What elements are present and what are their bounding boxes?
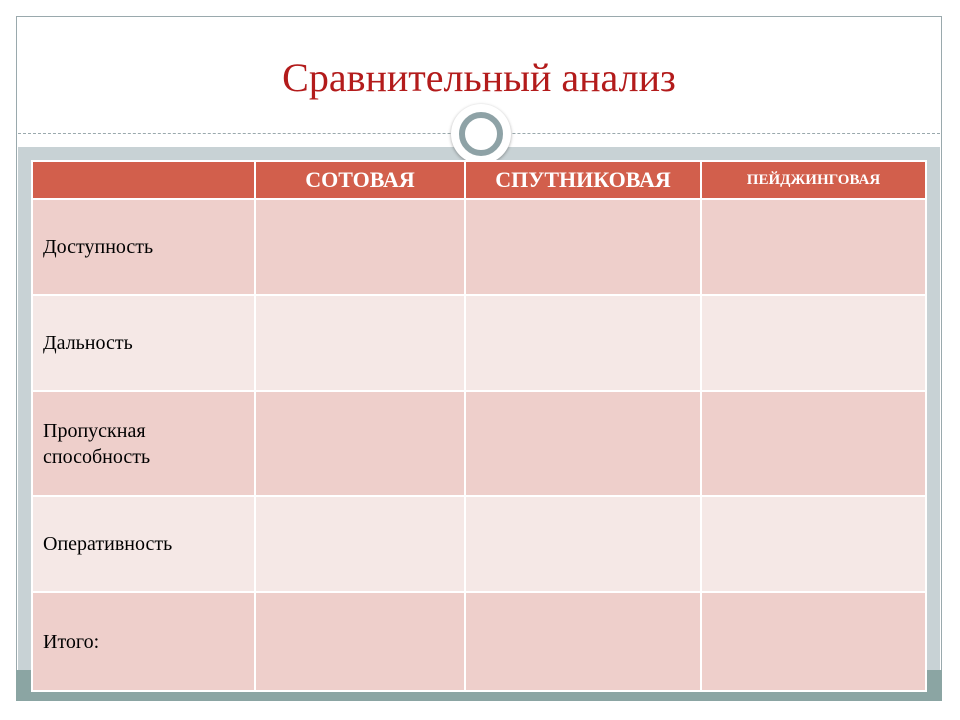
table-cell <box>465 199 701 295</box>
header-cell-satellite: СПУТНИКОВАЯ <box>465 161 701 199</box>
header-cell-cellular: СОТОВАЯ <box>255 161 465 199</box>
table-cell <box>465 496 701 592</box>
row-label: Пропускная способность <box>32 391 255 496</box>
table-cell <box>255 496 465 592</box>
table-cell <box>465 391 701 496</box>
table-cell <box>701 199 926 295</box>
table-cell <box>255 592 465 691</box>
table-cell <box>465 295 701 391</box>
table-cell <box>701 592 926 691</box>
table-row <box>32 391 926 496</box>
table-row <box>32 199 926 295</box>
slide-title: Сравнительный анализ <box>282 55 676 100</box>
row-label: Оперативность <box>32 496 255 592</box>
row-label: Дальность <box>32 295 255 391</box>
table-cell <box>255 199 465 295</box>
table-cell <box>465 592 701 691</box>
table-row <box>32 496 926 592</box>
circle-ornament-icon <box>451 104 511 164</box>
table-row <box>32 295 926 391</box>
row-label: Доступность <box>32 199 255 295</box>
header-cell-empty <box>32 161 255 199</box>
table-cell <box>255 295 465 391</box>
header-cell-paging: ПЕЙДЖИНГОВАЯ <box>701 161 926 199</box>
row-label: Итого: <box>32 592 255 691</box>
table-cell <box>701 496 926 592</box>
table-header-row <box>32 161 926 199</box>
table-row <box>32 592 926 691</box>
table-cell <box>255 391 465 496</box>
circle-ring-icon <box>459 112 503 156</box>
table-cell <box>701 391 926 496</box>
table-cell <box>701 295 926 391</box>
comparison-table <box>31 160 927 692</box>
